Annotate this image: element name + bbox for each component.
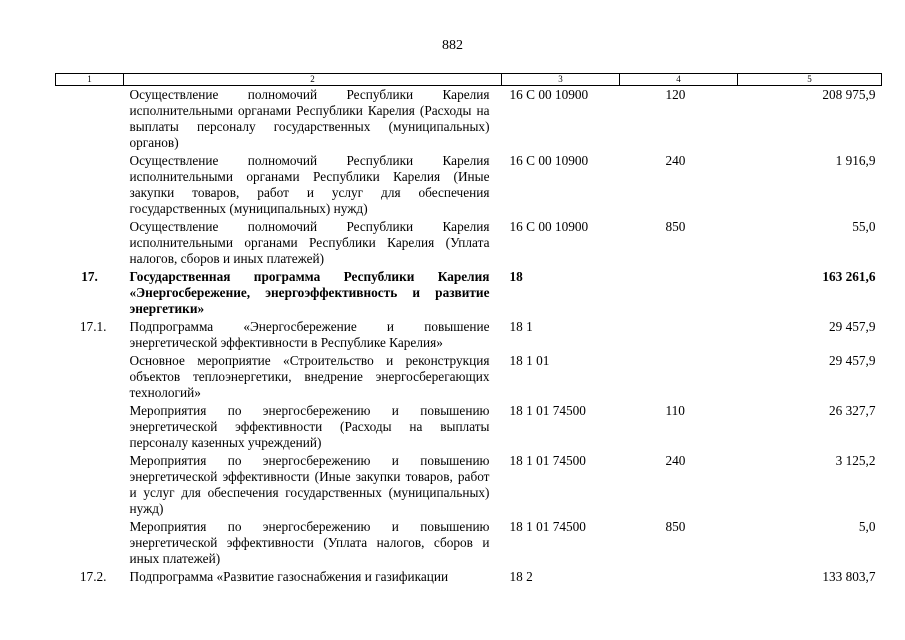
table-row bbox=[56, 518, 882, 568]
table-header-row bbox=[56, 74, 882, 86]
table-row bbox=[56, 218, 882, 268]
row-name: Государственная программа Республики Карелия «Энергосбережение, энергоэффективность и развитие энергетики» bbox=[129, 269, 490, 316]
row-number bbox=[56, 518, 124, 568]
row-amount: 1 916,9 bbox=[835, 153, 876, 168]
row-name: Основное мероприятие «Строительство и реконструкция объектов теплоэнергетики, внедрение энергосберегающих технологий» bbox=[129, 353, 490, 400]
row-expense-type bbox=[620, 268, 738, 318]
row-name: Подпрограмма «Развитие газоснабжения и газификации bbox=[129, 569, 449, 584]
row-amount: 29 457,9 bbox=[828, 353, 876, 368]
table-row bbox=[56, 86, 882, 153]
row-expense-type: 240 bbox=[665, 453, 686, 468]
table-row bbox=[56, 352, 882, 402]
table-row bbox=[56, 152, 882, 218]
row-number bbox=[56, 86, 124, 153]
row-expense-type bbox=[620, 352, 738, 402]
row-amount: 3 125,2 bbox=[835, 453, 876, 468]
row-number: 17.1. bbox=[79, 319, 107, 334]
row-target-code: 18 bbox=[509, 269, 523, 284]
row-target-code: 18 2 bbox=[509, 569, 533, 584]
row-target-code: 16 С 00 10900 bbox=[509, 153, 589, 168]
table-row bbox=[56, 568, 882, 586]
row-amount: 26 327,7 bbox=[828, 403, 876, 418]
row-expense-type bbox=[620, 318, 738, 352]
row-number bbox=[56, 402, 124, 452]
row-expense-type bbox=[620, 568, 738, 586]
row-name: Осуществление полномочий Республики Карелия исполнительными органами Республики Карелия (Иные закупки товаров, работ и услуг для обеспечения государственных (муниципальных) нужд) bbox=[129, 153, 490, 216]
row-target-code: 18 1 01 74500 bbox=[509, 519, 586, 534]
row-name: Мероприятия по энергосбережению и повышению энергетической эффективности (Уплата налогов, сборов и иных платежей) bbox=[129, 519, 490, 566]
row-number bbox=[56, 352, 124, 402]
row-target-code: 18 1 01 74500 bbox=[509, 403, 586, 418]
row-name: Подпрограмма «Энергосбережение и повышение энергетической эффективности в Республике Карелия» bbox=[129, 319, 490, 350]
page-number: 882 bbox=[442, 38, 463, 53]
row-name: Осуществление полномочий Республики Карелия исполнительными органами Республики Карелия (Расходы на выплаты персоналу государственных (муниципальных) органов) bbox=[129, 87, 490, 150]
row-target-code: 18 1 01 bbox=[509, 353, 550, 368]
row-number bbox=[56, 452, 124, 518]
row-number bbox=[56, 152, 124, 218]
row-amount: 5,0 bbox=[858, 519, 876, 534]
row-amount: 55,0 bbox=[852, 219, 876, 234]
row-name: Мероприятия по энергосбережению и повышению энергетической эффективности (Расходы на выплаты персоналу казенных учреждений) bbox=[129, 403, 490, 450]
row-expense-type: 240 bbox=[665, 153, 686, 168]
row-amount: 208 975,9 bbox=[822, 87, 876, 102]
row-number: 17.2. bbox=[79, 569, 107, 584]
table-body bbox=[56, 86, 882, 587]
row-amount: 163 261,6 bbox=[822, 269, 876, 284]
column-header-amount: 5 bbox=[738, 74, 882, 86]
row-expense-type: 850 bbox=[665, 219, 686, 234]
column-header-name: 2 bbox=[124, 74, 502, 86]
row-expense-type: 110 bbox=[665, 403, 685, 418]
row-amount: 29 457,9 bbox=[828, 319, 876, 334]
budget-table bbox=[55, 73, 882, 586]
row-amount: 133 803,7 bbox=[822, 569, 876, 584]
table-row bbox=[56, 268, 882, 318]
row-target-code: 16 С 00 10900 bbox=[509, 219, 589, 234]
row-target-code: 18 1 bbox=[509, 319, 533, 334]
row-name: Осуществление полномочий Республики Карелия исполнительными органами Республики Карелия (Уплата налогов, сборов и иных платежей) bbox=[129, 219, 490, 266]
row-number: 17. bbox=[81, 269, 98, 284]
table-row bbox=[56, 318, 882, 352]
row-number bbox=[56, 218, 124, 268]
column-header-target-code: 3 bbox=[502, 74, 620, 86]
row-expense-type: 850 bbox=[665, 519, 686, 534]
table-row bbox=[56, 452, 882, 518]
row-target-code: 18 1 01 74500 bbox=[509, 453, 586, 468]
row-target-code: 16 С 00 10900 bbox=[509, 87, 589, 102]
table-row bbox=[56, 402, 882, 452]
column-header-expense-type: 4 bbox=[620, 74, 738, 86]
row-name: Мероприятия по энергосбережению и повышению энергетической эффективности (Иные закупки товаров, работ и услуг для обеспечения государственных (муниципальных) нужд) bbox=[129, 453, 490, 516]
row-expense-type: 120 bbox=[665, 87, 686, 102]
column-header-number: 1 bbox=[56, 74, 124, 86]
